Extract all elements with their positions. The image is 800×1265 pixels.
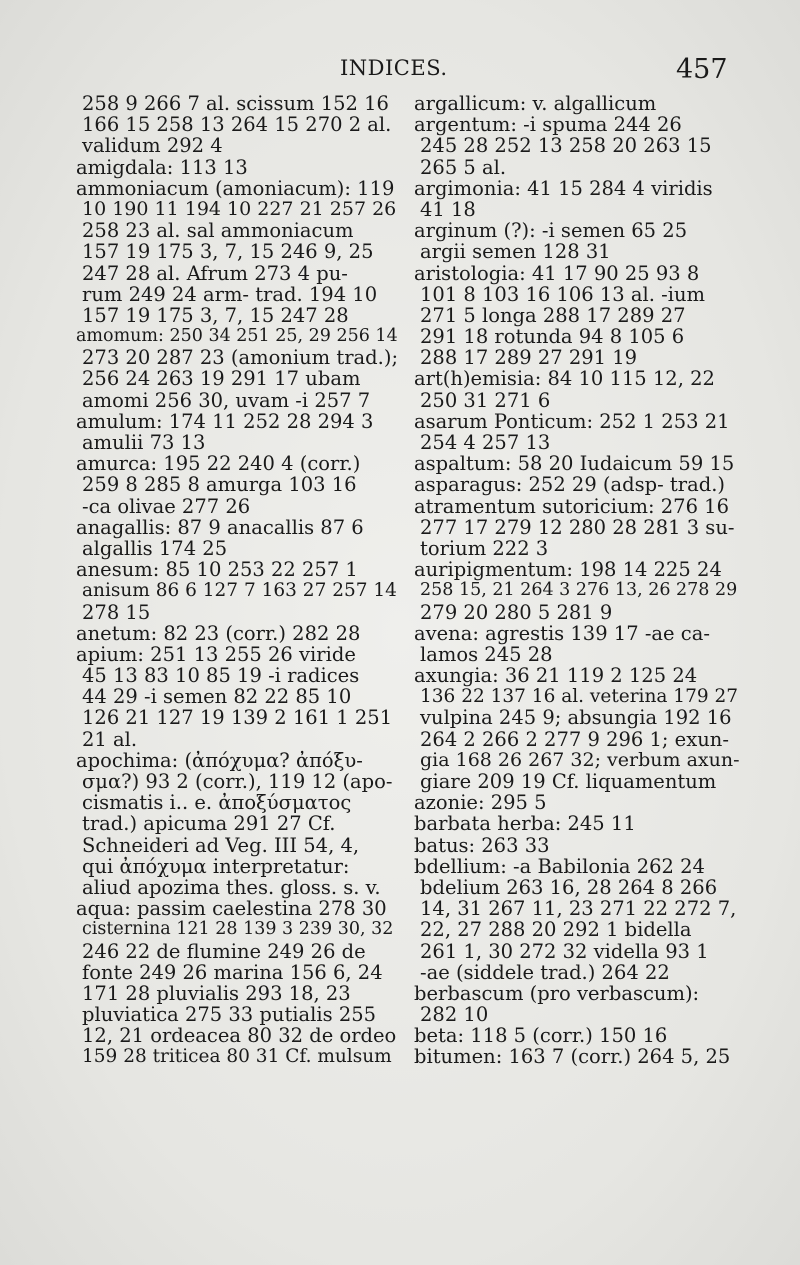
index-continuation-line: gia 168 26 267 32; verbum axun-	[420, 748, 740, 771]
index-continuation-line: cismatis i.. e. ἀποξύσματος	[82, 791, 352, 815]
page-number: 457	[676, 54, 728, 85]
index-continuation-line: 101 8 103 16 106 13 al. -ium	[420, 282, 706, 306]
index-continuation-line: 157 19 175 3, 7, 15 246 9, 25	[82, 240, 374, 264]
index-continuation-line: 288 17 289 27 291 19	[420, 346, 638, 370]
index-entry-line: asarum Ponticum: 252 1 253 21	[414, 409, 730, 433]
index-continuation-line: 247 28 al. Afrum 273 4 pu-	[82, 261, 348, 285]
index-entry-line: batus: 263 33	[414, 833, 550, 857]
index-continuation-line: fonte 249 26 marina 156 6, 24	[82, 960, 383, 984]
index-continuation-line: 136 22 137 16 al. veterina 179 27	[420, 686, 739, 708]
index-entry-line: aqua: passim caelestina 278 30	[76, 897, 387, 921]
index-entry-line: amomum: 250 34 251 25, 29 256 14	[76, 326, 398, 347]
index-continuation-line: 277 17 279 12 280 28 281 3 su-	[420, 515, 735, 539]
index-entry-line: berbascum (pro verbascum):	[414, 981, 700, 1005]
index-entry-line: argentum: -i spuma 244 26	[414, 113, 682, 137]
index-continuation-line: lamos 245 28	[420, 642, 553, 666]
index-entry-line: beta: 118 5 (corr.) 150 16	[414, 1024, 668, 1048]
index-continuation-line: bdelium 263 16, 28 264 8 266	[420, 875, 718, 899]
index-continuation-line: 166 15 258 13 264 15 270 2 al.	[82, 113, 392, 137]
index-entry-line: bitumen: 163 7 (corr.) 264 5, 25	[414, 1045, 731, 1069]
index-entry-line: argimonia: 41 15 284 4 viridis	[414, 176, 713, 200]
index-continuation-line: amomi 256 30, uvam -i 257 7	[82, 388, 371, 412]
index-entry-line: asparagus: 252 29 (adsp- trad.)	[414, 473, 726, 497]
index-column-right	[414, 93, 744, 1068]
index-continuation-line: σμα?) 93 2 (corr.), 119 12 (apo-	[82, 770, 393, 793]
index-continuation-line: rum 249 24 arm- trad. 194 10	[82, 282, 378, 306]
index-continuation-line: 21 al.	[82, 727, 138, 751]
index-continuation-line: 256 24 263 19 291 17 ubam	[82, 367, 361, 391]
page-header	[0, 54, 800, 94]
index-continuation-line: 250 31 271 6	[420, 388, 551, 412]
index-continuation-line: 246 22 de flumine 249 26 de	[82, 939, 366, 963]
index-continuation-line: 254 4 257 13	[420, 431, 551, 454]
index-entry-line: amurca: 195 22 240 4 (corr.)	[76, 452, 361, 476]
index-continuation-line: 258 9 266 7 al. scissum 152 16	[82, 92, 389, 115]
index-entry-line: argallicum: v. algallicum	[414, 92, 657, 115]
index-continuation-line: 264 2 266 2 277 9 296 1; exun-	[420, 727, 729, 751]
index-continuation-line: Schneideri ad Veg. III 54, 4,	[82, 833, 360, 857]
index-continuation-line: 45 13 83 10 85 19 -i radices	[82, 664, 360, 688]
index-continuation-line: 157 19 175 3, 7, 15 247 28	[82, 303, 349, 327]
index-continuation-line: 265 5 al.	[420, 155, 507, 179]
index-continuation-line: torium 222 3	[420, 536, 549, 560]
index-entry-line: barbata herba: 245 11	[414, 812, 636, 836]
index-entry-line: amulum: 174 11 252 28 294 3	[76, 409, 374, 433]
index-entry-line: anesum: 85 10 253 22 257 1	[76, 558, 358, 582]
index-continuation-line: trad.) apicuma 291 27 Cf.	[82, 812, 336, 836]
index-continuation-line: 258 23 al. sal ammoniacum	[82, 219, 354, 243]
index-continuation-line: 14, 31 267 11, 23 271 22 272 7,	[420, 897, 737, 921]
index-entry-line: anagallis: 87 9 anacallis 87 6	[76, 515, 364, 539]
running-title: INDICES.	[340, 56, 448, 80]
index-continuation-line: 245 28 252 13 258 20 263 15	[420, 134, 712, 158]
index-continuation-line: -ca olivae 277 26	[82, 494, 251, 518]
index-continuation-line: 41 18	[420, 197, 476, 221]
index-continuation-line: vulpina 245 9; absungia 192 16	[420, 706, 732, 730]
index-continuation-line: 44 29 -i semen 82 22 85 10	[82, 685, 352, 709]
index-continuation-line: argii semen 128 31	[420, 240, 611, 264]
index-continuation-line: 278 15	[82, 600, 151, 624]
index-entry-line: apium: 251 13 255 26 viride	[76, 642, 356, 666]
index-continuation-line: 12, 21 ordeacea 80 32 de ordeo	[82, 1024, 397, 1048]
index-entry-line: auripigmentum: 198 14 225 24	[414, 558, 722, 582]
index-column-left	[76, 93, 398, 1068]
index-continuation-line: 258 15, 21 264 3 276 13, 26 278 29	[420, 580, 738, 601]
index-entry-line: azonie: 295 5	[414, 791, 547, 815]
index-continuation-line: 291 18 rotunda 94 8 105 6	[420, 325, 685, 349]
index-continuation-line: 22, 27 288 20 292 1 bidella	[420, 918, 692, 942]
index-entry-line: anetum: 82 23 (corr.) 282 28	[76, 621, 361, 645]
index-entry-line: arginum (?): -i semen 65 25	[414, 219, 688, 243]
index-continuation-line: giare 209 19 Cf. liquamentum	[420, 770, 717, 793]
index-entry-line: amigdala: 113 13	[76, 155, 248, 179]
index-continuation-line: validum 292 4	[82, 134, 223, 158]
index-continuation-line: 259 8 285 8 amurga 103 16	[82, 473, 357, 497]
index-entry-line: atramentum sutoricium: 276 16	[414, 494, 729, 518]
index-entry-line: aristologia: 41 17 90 25 93 8	[414, 261, 700, 285]
index-continuation-line: 279 20 280 5 281 9	[420, 600, 613, 624]
index-continuation-line: anisum 86 6 127 7 163 27 257 14	[82, 580, 397, 602]
index-continuation-line: pluviatica 275 33 putialis 255	[82, 1003, 377, 1027]
index-continuation-line: qui ἀπόχυμα interpretatur:	[82, 854, 350, 878]
index-continuation-line: aliud apozima thes. gloss. s. v.	[82, 875, 381, 899]
index-entry-line: apochima: (ἀπόχυμα? ἀπόξυ-	[76, 748, 363, 772]
index-continuation-line: algallis 174 25	[82, 536, 228, 560]
index-entry-line: art(h)emisia: 84 10 115 12, 22	[414, 367, 715, 391]
index-continuation-line: 282 10	[420, 1003, 489, 1027]
index-entry-line: axungia: 36 21 119 2 125 24	[414, 664, 698, 688]
index-continuation-line: 271 5 longa 288 17 289 27	[420, 303, 686, 327]
index-entry-line: bdellium: -a Babilonia 262 24	[414, 854, 705, 878]
index-continuation-line: -ae (siddele trad.) 264 22	[420, 960, 670, 984]
index-entry-line: aspaltum: 58 20 Iudaicum 59 15	[414, 452, 735, 476]
index-continuation-line: 159 28 triticea 80 31 Cf. mulsum	[82, 1046, 392, 1068]
index-entry-line: avena: agrestis 139 17 -ae ca-	[414, 621, 710, 645]
index-continuation-line: cisternina 121 28 139 3 239 30, 32	[82, 919, 394, 940]
index-entry-line: ammoniacum (amoniacum): 119	[76, 176, 395, 200]
index-continuation-line: 10 190 11 194 10 227 21 257 26	[82, 197, 397, 220]
index-continuation-line: 171 28 pluvialis 293 18, 23	[82, 981, 351, 1005]
index-continuation-line: amulii 73 13	[82, 431, 206, 454]
index-continuation-line: 261 1, 30 272 32 vidella 93 1	[420, 939, 709, 963]
index-continuation-line: 273 20 287 23 (amonium trad.);	[82, 346, 399, 370]
index-continuation-line: 126 21 127 19 139 2 161 1 251	[82, 706, 393, 730]
